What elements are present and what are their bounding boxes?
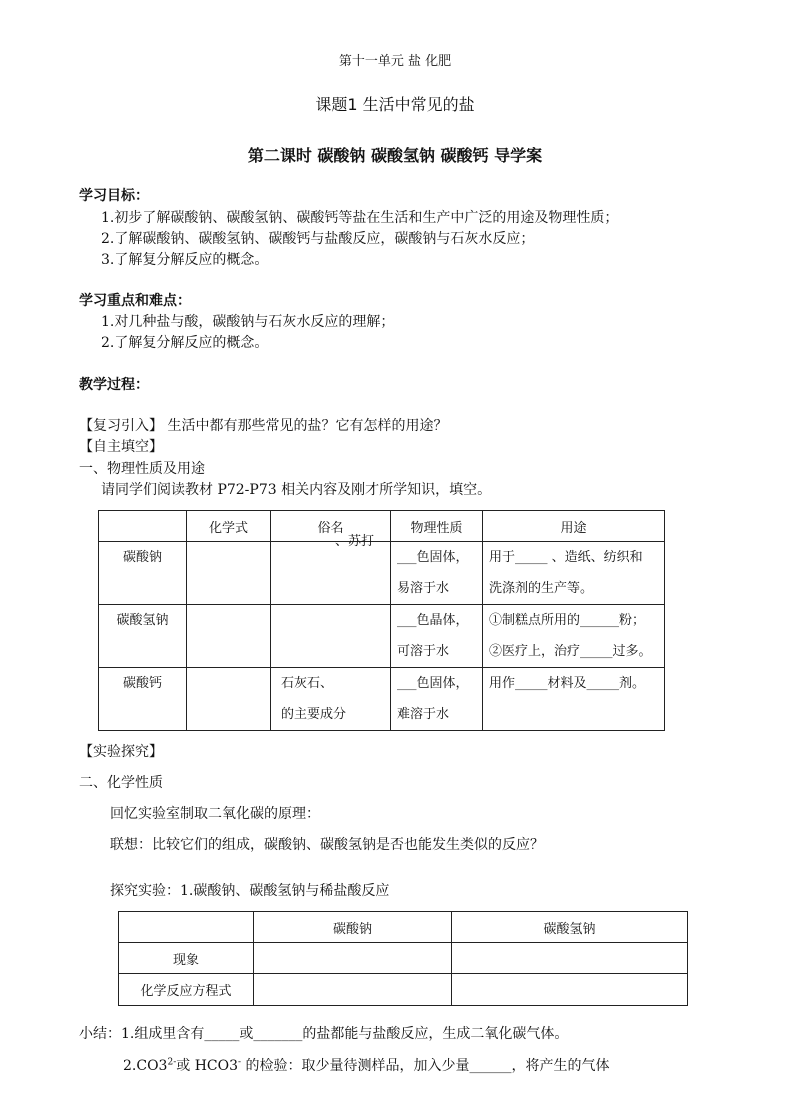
property-line: ___色固体，	[397, 550, 469, 565]
property-line: ___色晶体，	[397, 613, 469, 628]
use-line: 用于_____ 、造纸、纺织和	[489, 550, 643, 565]
use-line: ②医疗上，治疗_____过多。	[489, 644, 652, 659]
table-header: 用途	[483, 511, 665, 542]
key-point-item: 2.了解复分解反应的概念。	[101, 335, 269, 351]
review-intro: 【复习引入】 生活中都有那些常见的盐？它有怎样的用途？	[79, 418, 448, 434]
process-title: 教学过程：	[79, 377, 149, 393]
property-line: 可溶于水	[397, 644, 450, 659]
property-line: 难溶于水	[397, 707, 450, 722]
answer-cell[interactable]	[254, 974, 452, 1006]
answer-cell[interactable]	[452, 943, 688, 974]
table-header	[99, 511, 187, 542]
table-row	[99, 668, 665, 731]
section-physical: 一、物理性质及用途	[79, 461, 205, 477]
table-header-row	[99, 511, 665, 542]
row-label: 现象	[119, 943, 254, 974]
goal-item: 1.初步了解碳酸钠、碳酸氢钠、碳酸钙等盐在生活和生产中广泛的用途及物理性质；	[101, 210, 619, 226]
common-name-line: 石灰石、	[281, 676, 334, 691]
self-fill-label: 【自主填空】	[79, 439, 163, 455]
goal-item: 3.了解复分解反应的概念。	[101, 252, 269, 268]
table-header: 碳酸氢钠	[452, 912, 688, 943]
summary-text: 或 HCO3	[176, 1058, 239, 1074]
goals-title: 学习目标：	[79, 188, 149, 204]
row-label: 化学反应方程式	[119, 974, 254, 1006]
answer-cell[interactable]	[452, 974, 688, 1006]
answer-cell[interactable]	[254, 943, 452, 974]
use-line	[489, 699, 664, 730]
salt-name: 碳酸钙	[122, 676, 162, 691]
reaction-table	[118, 911, 688, 1006]
formula-cell[interactable]	[187, 605, 271, 668]
salt-name: 碳酸氢钠	[116, 613, 169, 628]
common-name-line	[277, 605, 390, 636]
unit-title: 第十一单元 盐 化肥	[338, 54, 452, 69]
properties-table	[98, 510, 665, 731]
lesson-title: 课题1 生活中常见的盐	[315, 95, 475, 114]
summary-line-2	[123, 1055, 610, 1075]
superscript: -	[238, 1057, 242, 1068]
table-header-row	[119, 912, 688, 943]
table-header	[119, 912, 254, 943]
associate-text: 联想：比较它们的组成，碳酸钠、碳酸氢钠是否也能发生类似的反应？	[110, 837, 544, 853]
use-line: 洗涤剂的生产等。	[489, 581, 594, 596]
formula-cell[interactable]	[187, 668, 271, 731]
common-name-line: 、苏打	[334, 534, 374, 549]
table-row	[99, 605, 665, 668]
instruction-text: 请同学们阅读教材 P72-P73 相关内容及刚才所学知识，填空。	[101, 482, 492, 498]
recall-text: 回忆实验室制取二氧化碳的原理：	[110, 806, 320, 822]
common-name-line	[277, 636, 390, 667]
table-row	[119, 943, 688, 974]
page-subtitle: 第二课时 碳酸钠 碳酸氢钠 碳酸钙 导学案	[247, 146, 543, 165]
summary-text: 2.CO3	[123, 1058, 168, 1074]
property-line: 易溶于水	[397, 581, 450, 596]
summary-line-1: 小结：1.组成里含有_____或_______的盐都能与盐酸反应，生成二氧化碳气体。	[79, 1026, 569, 1042]
table-header: 物理性质	[391, 511, 483, 542]
goal-item: 2.了解碳酸钠、碳酸氢钠、碳酸钙与盐酸反应，碳酸钠与石灰水反应；	[101, 231, 535, 247]
salt-name: 碳酸钠	[122, 550, 162, 565]
superscript: 2-	[167, 1057, 177, 1068]
explore-text: 探究实验：1.碳酸钠、碳酸氢钠与稀盐酸反应	[110, 883, 390, 899]
table-header: 碳酸钠	[254, 912, 452, 943]
experiment-label: 【实验探究】	[79, 744, 163, 760]
table-row	[119, 974, 688, 1006]
table-header: 化学式	[187, 511, 271, 542]
key-point-item: 1.对几种盐与酸，碳酸钠与石灰水反应的理解；	[101, 314, 395, 330]
use-line: 用作_____材料及_____剂。	[489, 676, 646, 691]
use-line: ①制糕点所用的______粉；	[489, 613, 646, 628]
property-line: ___色固体，	[397, 676, 469, 691]
key-points-title: 学习重点和难点：	[79, 293, 191, 309]
common-name-line: 的主要成分	[281, 707, 347, 722]
table-row	[99, 542, 665, 605]
formula-cell[interactable]	[187, 542, 271, 605]
table-header: 俗名	[271, 511, 391, 542]
summary-text: 的检验：取少量待测样品，加入少量______，将产生的气体	[241, 1058, 610, 1074]
section-chemical: 二、化学性质	[79, 775, 163, 791]
